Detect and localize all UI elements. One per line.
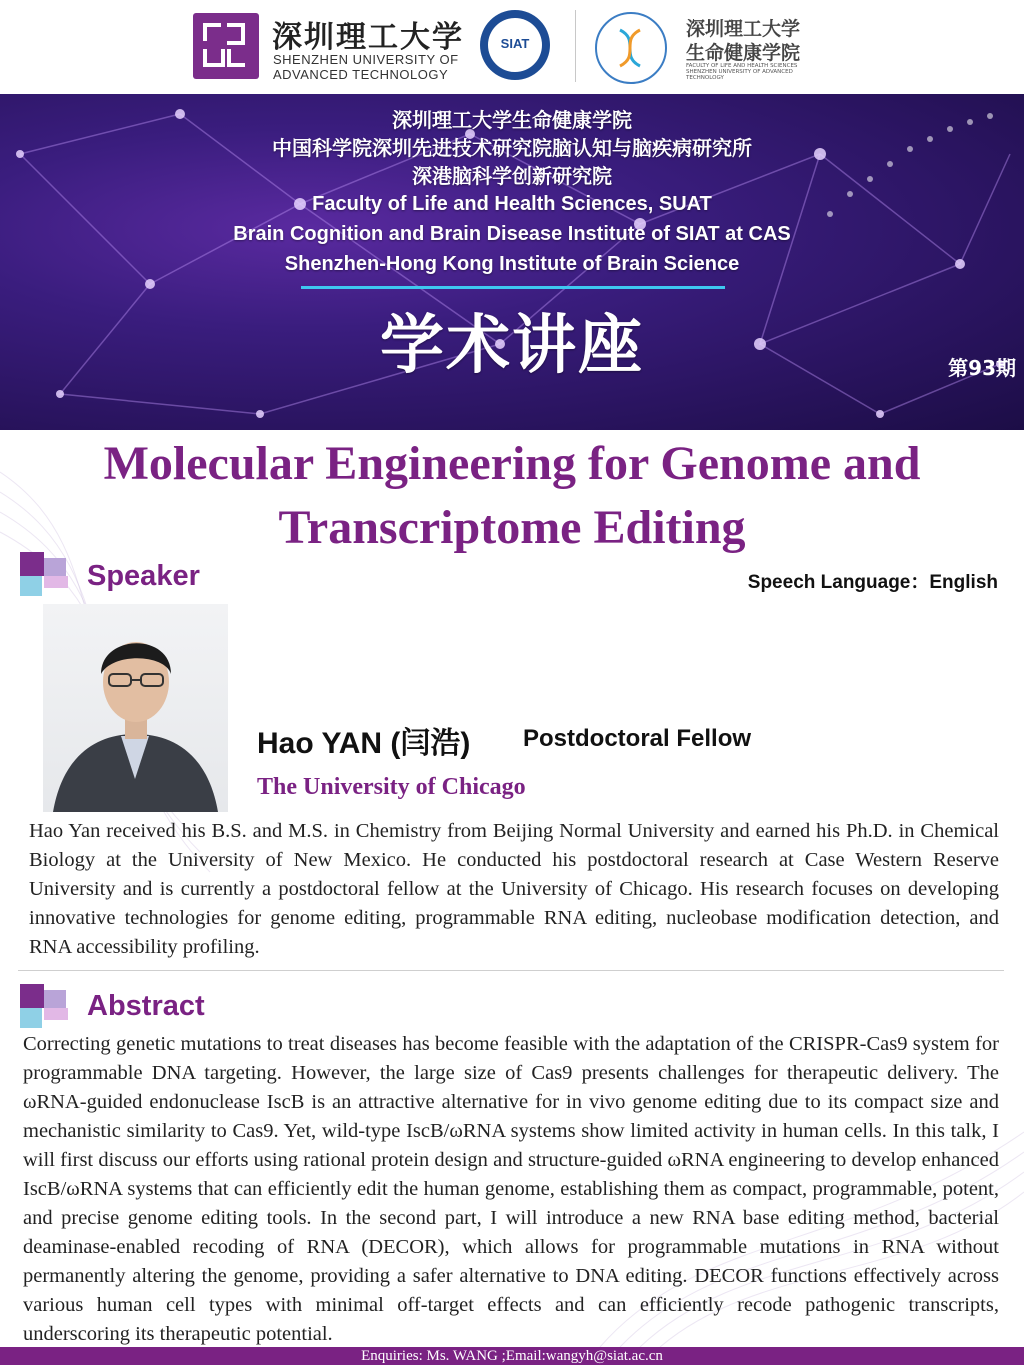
logo-divider xyxy=(575,10,576,82)
faculty-name-cn-line1: 深圳理工大学 xyxy=(686,18,801,40)
institute-en-2: Brain Cognition and Brain Disease Institute of SIAT at CAS xyxy=(233,223,791,245)
institute-en-3: Shenzhen-Hong Kong Institute of Brain Science xyxy=(284,253,740,275)
faculty-name-en: FACULTY OF LIFE AND HEALTH SCIENCES SHENZHEN UNIVERSITY OF ADVANCED TECHNOLOGY xyxy=(686,63,798,81)
abstract-section-icon xyxy=(20,984,70,1030)
speaker-name: Hao YAN (闫浩) xyxy=(257,727,471,760)
banner-divider xyxy=(301,286,725,289)
header-logos xyxy=(0,0,1024,94)
abstract-section-label: Abstract xyxy=(87,990,205,1022)
banner-title: 学术讲座 xyxy=(380,309,644,383)
section-divider xyxy=(18,970,1004,971)
suat-name-cn: 深圳理工大学 xyxy=(272,20,464,55)
siat-seal-icon xyxy=(480,10,550,80)
talk-title xyxy=(0,432,1024,560)
suat-name-en-line1: SHENZHEN UNIVERSITY OF xyxy=(273,52,459,67)
institute-en-1: Faculty of Life and Health Sciences, SUAT xyxy=(312,193,712,215)
institute-cn-3: 深港脑科学创新研究院 xyxy=(412,164,612,188)
speaker-section-icon xyxy=(20,552,70,598)
faculty-dna-logo-icon xyxy=(595,12,667,84)
siat-logo-text: SIAT xyxy=(500,36,530,51)
speaker-affiliation: The University of Chicago xyxy=(257,774,526,800)
talk-title-line1: Molecular Engineering for Genome and xyxy=(103,437,921,490)
faculty-name-cn-line2: 生命健康学院 xyxy=(686,42,801,64)
suat-name-en-line2: ADVANCED TECHNOLOGY xyxy=(273,67,449,82)
lecture-banner xyxy=(0,94,1024,430)
enquiries-footer: Enquiries: Ms. WANG ;Email:wangyh@siat.ac.cn xyxy=(0,1347,1024,1365)
suat-emblem-icon xyxy=(193,13,259,79)
speaker-position: Postdoctoral Fellow xyxy=(523,725,752,752)
institute-cn-1: 深圳理工大学生命健康学院 xyxy=(392,108,632,132)
speaker-bio: Hao Yan received his B.S. and M.S. in Chemistry from Beijing Normal University and earned his Ph.D. in Chemical Biology at the University of New Mexico. He conducted his postdoctoral research at Case Western Reserve University and is currently a postdoctoral fellow at the University of Chicago. His research focuses on developing innovative technologies for genome editing, programmable RNA editing, nucleobase modification detection, and RNA accessibility profiling. xyxy=(29,820,999,958)
institute-cn-2: 中国科学院深圳先进技术研究院脑认知与脑疾病研究所 xyxy=(272,136,752,160)
speaker-section-label: Speaker xyxy=(87,560,200,592)
issue-number: 第93期 xyxy=(948,356,1016,380)
speech-language: Speech Language：English xyxy=(747,572,998,593)
abstract-text: Correcting genetic mutations to treat diseases has become feasible with the adaptation of the CRISPR-Cas9 system for programmable DNA targeting. However, the large size of Cas9 presents challenges for therapeutic delivery. The ωRNA-guided endonuclease IscB is an attractive alternative for in vivo genome editing due to its compact size and mechanistic similarity to Cas9. Yet, wild-type IscB/ωRNA systems show limited activity in human cells. In this talk, I will first discuss our efforts using rational protein design and structure-guided ωRNA engineering to develop enhanced IscB/ωRNA systems that can efficiently edit the human genome, establishing them as compact, programmable, potent, and precise genome editing tools. In the second part, I will introduce a new RNA base editing method, bacterial deaminase-enabled recoding of RNA (DECOR), which allows for programmable mutations in RNA without permanently altering the genome, providing a safer alternative to DNA editing. DECOR functions effectively across various human cell types with minimal off-target effects and can efficiently recode pathogenic transcripts, underscoring its therapeutic potential. xyxy=(23,1033,999,1345)
speaker-photo xyxy=(43,604,228,812)
talk-title-line2: Transcriptome Editing xyxy=(278,501,746,554)
